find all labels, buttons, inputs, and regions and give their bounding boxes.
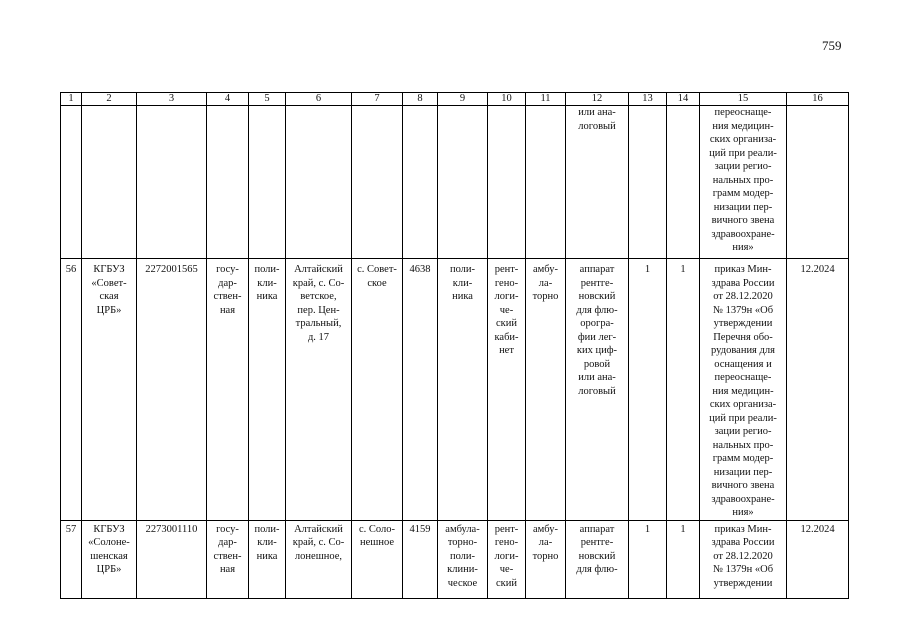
cell-text-line: переоснаще- [714, 372, 772, 383]
table-cell [82, 106, 137, 259]
table-cell [207, 520, 249, 598]
cell-text-line: логи- [494, 550, 519, 562]
table-cell [82, 520, 137, 598]
cell-text-line: логовый [578, 120, 616, 132]
column-number-cell: 9 [438, 93, 488, 106]
cell-text-line: ских организа- [709, 399, 777, 410]
equipment-table [60, 92, 849, 599]
cell-text-line: ника [256, 291, 278, 302]
cell-text-line: утверждении [713, 577, 773, 589]
cell-text-line: ЦРБ» [96, 304, 122, 316]
cell-text-line: ния медицин- [712, 120, 774, 132]
cell-text-line: кли- [452, 277, 473, 289]
cell-text-line: край, с. Со- [292, 277, 345, 289]
table-cell [700, 520, 787, 598]
table-cell [700, 259, 787, 521]
cell-text-line: или ана- [578, 372, 616, 383]
table-cell [207, 259, 249, 521]
cell-text-line: зации регио- [714, 161, 772, 172]
cell-text-line: новский [578, 550, 616, 562]
column-number-cell: 15 [700, 93, 787, 106]
cell-text-line: «Совет- [91, 277, 127, 289]
table-cell [438, 106, 488, 259]
table-row [61, 520, 849, 598]
cell-text-line: кли- [257, 537, 277, 548]
column-number-cell: 12 [566, 93, 629, 106]
cell-text-line: 2272001565 [145, 264, 198, 275]
cell-text-line: ский [496, 318, 517, 329]
cell-text-line: рент- [494, 523, 519, 535]
cell-text-line: грамм модер- [712, 188, 774, 199]
cell-text-line: 4159 [409, 523, 431, 535]
table-cell [629, 520, 667, 598]
table-cell [249, 520, 286, 598]
table-cell [526, 520, 566, 598]
cell-text-line: ких циф- [576, 345, 618, 356]
cell-text-line: че- [499, 304, 514, 316]
table-cell [137, 259, 207, 521]
cell-text-line: ЦРБ» [96, 564, 122, 575]
cell-text-line: 57 [65, 523, 77, 535]
table-cell [286, 520, 352, 598]
cell-text-line: рентге- [580, 277, 614, 289]
table-cell [667, 520, 700, 598]
cell-text-line: ния» [732, 507, 754, 518]
table-cell [667, 106, 700, 259]
table-cell [488, 259, 526, 521]
cell-text-line: с. Совет- [357, 264, 397, 275]
cell-text-line: 1 [680, 264, 686, 275]
cell-text-line: амбула- [445, 523, 480, 535]
cell-text-line: амбу- [533, 523, 558, 535]
column-number-cell: 3 [137, 93, 207, 106]
table-cell [526, 106, 566, 259]
cell-text-line: кли- [257, 277, 277, 289]
cell-text-line: 1 [644, 523, 651, 535]
cell-text-line: здрава России [711, 537, 775, 548]
table-cell [207, 106, 249, 259]
cell-text-line: пер. Цен- [297, 304, 340, 316]
cell-text-line: «Солоне- [88, 537, 130, 548]
table-cell [566, 520, 629, 598]
cell-text-line: с. Соло- [358, 523, 395, 535]
cell-text-line: амбу- [533, 264, 558, 275]
table-row [61, 259, 849, 521]
table-cell [566, 106, 629, 259]
cell-text-line: низации пер- [713, 201, 773, 213]
table-cell [629, 106, 667, 259]
table-cell [488, 520, 526, 598]
table-cell [352, 520, 403, 598]
cell-text-line: че- [499, 564, 514, 575]
table-cell [700, 106, 787, 259]
cell-text-line: аппарат [579, 264, 615, 275]
cell-text-line: приказ Мин- [714, 264, 772, 275]
table-cell [438, 520, 488, 598]
cell-text-line: оснащения и [714, 358, 772, 370]
cell-text-line: № 1379н «Об [712, 304, 774, 316]
cell-text-line: или ана- [578, 107, 616, 118]
cell-text-line: край, с. Со- [292, 537, 345, 548]
cell-text-line: 4638 [409, 264, 431, 275]
cell-text-line: переоснаще- [714, 107, 772, 118]
cell-text-line: рент- [494, 264, 519, 275]
cell-text-line: гено- [494, 537, 519, 548]
cell-text-line: фии лег- [577, 331, 617, 343]
cell-text-line: поли- [254, 264, 280, 275]
cell-text-line: 56 [65, 264, 77, 275]
table-cell [787, 520, 849, 598]
cell-text-line: вичного звена [711, 480, 775, 491]
column-number-cell: 6 [286, 93, 352, 106]
table-cell [137, 520, 207, 598]
table-cell [61, 106, 82, 259]
cell-text-line: логовый [578, 385, 616, 397]
cell-text-line: ла- [538, 537, 553, 548]
column-number-cell: 16 [787, 93, 849, 106]
page-number: 759 [822, 38, 842, 53]
cell-text-line: рудования для [711, 345, 775, 356]
cell-text-line: ника [256, 550, 278, 562]
cell-text-line: нальных про- [712, 174, 774, 186]
cell-text-line: поли- [449, 550, 476, 562]
cell-text-line: № 1379н «Об [712, 564, 774, 575]
cell-text-line: ское [367, 277, 387, 289]
table-cell [629, 259, 667, 521]
cell-text-line: 1 [680, 523, 686, 535]
cell-text-line: для флю- [576, 564, 618, 575]
cell-text-line: ческое [447, 577, 478, 589]
table-cell [61, 520, 82, 598]
cell-text-line: д. 17 [307, 331, 330, 343]
table-cell [61, 259, 82, 521]
cell-text-line: здравоохране- [711, 493, 775, 505]
cell-text-line: лонешное, [294, 550, 343, 562]
cell-text-line: тральный, [295, 318, 342, 329]
table-cell [286, 259, 352, 521]
column-number-cell: 1 [61, 93, 82, 106]
cell-text-line: ровой [583, 358, 611, 370]
table-cell [488, 106, 526, 259]
cell-text-line: 2273001110 [145, 523, 198, 535]
cell-text-line: поли- [449, 264, 476, 275]
table-cell [403, 259, 438, 521]
cell-text-line: каби- [494, 331, 519, 343]
cell-text-line: нешное [359, 537, 395, 548]
column-number-cell: 8 [403, 93, 438, 106]
cell-text-line: ная [219, 564, 236, 575]
table-row [61, 106, 849, 259]
cell-text-line: 12.2024 [800, 523, 835, 535]
cell-text-line: орогра- [580, 318, 614, 329]
cell-text-line: от 28.12.2020 [713, 550, 773, 562]
cell-text-line: шенская [90, 550, 128, 562]
column-number-cell: 14 [667, 93, 700, 106]
cell-text-line: ствен- [213, 550, 242, 562]
column-number-cell: 2 [82, 93, 137, 106]
table-cell [787, 259, 849, 521]
table-cell [286, 106, 352, 259]
cell-text-line: низации пер- [713, 466, 773, 478]
cell-text-line: от 28.12.2020 [713, 291, 773, 302]
table-cell [249, 259, 286, 521]
cell-text-line: ствен- [213, 291, 242, 302]
table-cell [137, 106, 207, 259]
cell-text-line: приказ Мин- [714, 523, 772, 535]
cell-text-line: 1 [644, 264, 651, 275]
table-cell [82, 259, 137, 521]
cell-text-line: ния медицин- [712, 385, 774, 397]
cell-text-line: Алтайский [294, 264, 343, 275]
cell-text-line: дар- [218, 277, 237, 289]
cell-text-line: ций при реали- [709, 412, 777, 424]
column-number-cell: 10 [488, 93, 526, 106]
cell-text-line: здравоохране- [711, 228, 775, 240]
table-cell [667, 259, 700, 521]
cell-text-line: ский [496, 577, 517, 589]
cell-text-line: нет [499, 345, 514, 356]
cell-text-line: грамм модер- [712, 453, 774, 464]
column-number-cell: 5 [249, 93, 286, 106]
cell-text-line: ния» [732, 242, 754, 253]
cell-text-line: ветское, [300, 291, 337, 302]
cell-text-line: гено- [494, 277, 519, 289]
cell-text-line: КГБУЗ [93, 264, 125, 275]
cell-text-line: клини- [447, 564, 478, 575]
table-cell [526, 259, 566, 521]
cell-text-line: Перечня обо- [713, 331, 773, 343]
cell-text-line: рентге- [580, 537, 614, 548]
table-cell [352, 259, 403, 521]
cell-text-line: торно [532, 550, 559, 562]
cell-text-line: ная [219, 304, 236, 316]
cell-text-line: госу- [216, 264, 239, 275]
cell-text-line: КГБУЗ [93, 523, 125, 535]
table-cell [403, 106, 438, 259]
cell-text-line: нальных про- [712, 439, 774, 451]
cell-text-line: зации регио- [714, 426, 772, 437]
cell-text-line: логи- [494, 291, 519, 302]
cell-text-line: для флю- [576, 304, 618, 316]
column-number-cell: 7 [352, 93, 403, 106]
cell-text-line: ла- [538, 277, 553, 289]
column-number-cell: 13 [629, 93, 667, 106]
cell-text-line: дар- [218, 537, 237, 548]
cell-text-line: ская [99, 291, 119, 302]
cell-text-line: ника [452, 291, 473, 302]
header-row [61, 93, 849, 106]
cell-text-line: торно- [447, 537, 478, 548]
cell-text-line: здрава России [711, 277, 775, 289]
cell-text-line: новский [578, 291, 616, 302]
cell-text-line: ций при реали- [709, 147, 777, 159]
cell-text-line: утверждении [713, 318, 773, 329]
column-number-cell: 4 [207, 93, 249, 106]
table-cell [566, 259, 629, 521]
cell-text-line: торно [532, 291, 559, 302]
cell-text-line: ских организа- [709, 134, 777, 145]
cell-text-line: вичного звена [711, 215, 775, 226]
cell-text-line: Алтайский [294, 523, 343, 535]
cell-text-line: поли- [254, 523, 280, 535]
cell-text-line: госу- [216, 523, 239, 535]
column-number-cell: 11 [526, 93, 566, 106]
table-cell [352, 106, 403, 259]
table-cell [438, 259, 488, 521]
table-cell [249, 106, 286, 259]
table-cell [403, 520, 438, 598]
table-cell [787, 106, 849, 259]
cell-text-line: 12.2024 [800, 264, 835, 275]
cell-text-line: аппарат [579, 523, 615, 535]
